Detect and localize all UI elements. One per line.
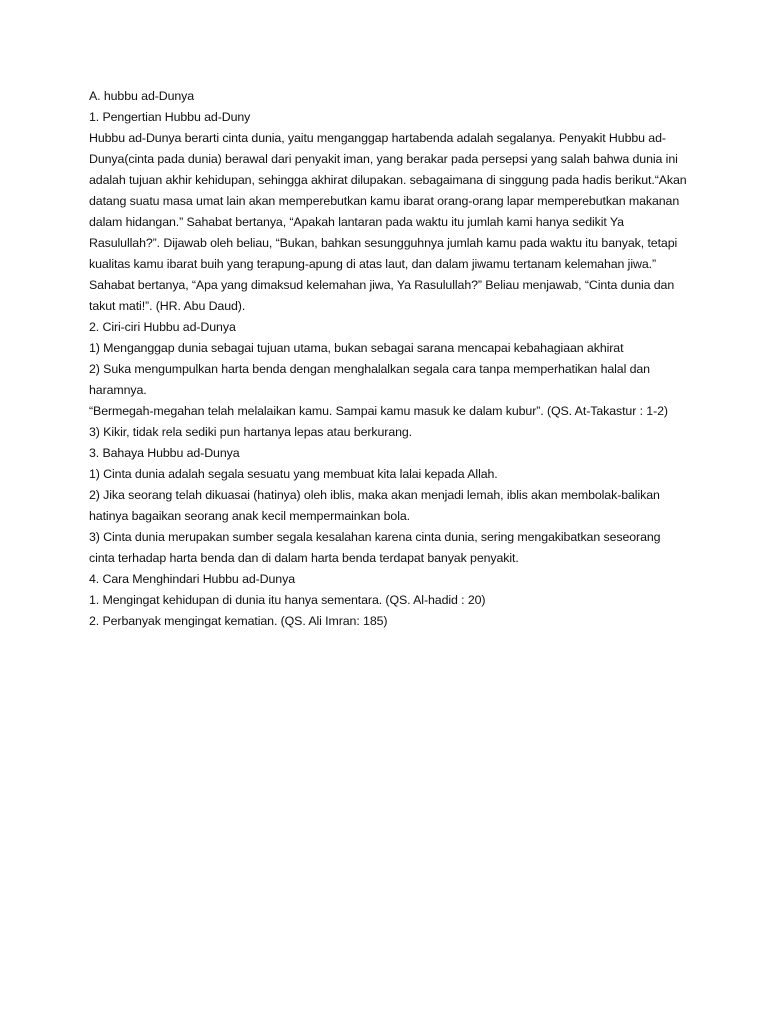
document-page xyxy=(89,86,689,632)
section-3-item-1: 1) Cinta dunia adalah segala sesuatu yang membuat kita lalai kepada Allah. xyxy=(89,467,498,481)
section-3-item-3: 3) Cinta dunia merupakan sumber segala kesalahan karena cinta dunia, sering mengakibatkan seseorang cinta terhadap harta benda dan di dalam harta benda terdapat banyak penyakit. xyxy=(89,530,661,565)
section-2-item-3: 3) Kikir, tidak rela sediki pun hartanya lepas atau berkurang. xyxy=(89,425,413,439)
heading-a: A. hubbu ad-Dunya xyxy=(89,89,195,103)
section-4-item-1: 1. Mengingat kehidupan di dunia itu hanya sementara. (QS. Al-hadid : 20) xyxy=(89,593,486,607)
section-4-title: 4. Cara Menghindari Hubbu ad-Dunya xyxy=(89,572,295,586)
section-4-item-2: 2. Perbanyak mengingat kematian. (QS. Ali Imran: 185) xyxy=(89,614,388,628)
section-2-title: 2. Ciri-ciri Hubbu ad-Dunya xyxy=(89,320,236,334)
section-1-title: 1. Pengertian Hubbu ad-Duny xyxy=(89,110,251,124)
section-1-paragraph: Hubbu ad-Dunya berarti cinta dunia, yaitu menganggap hartabenda adalah segalanya. Penyakit Hubbu ad-Dunya(cinta pada dunia) berawal dari penyakit iman, yang berakar pada persepsi yang salah bahwa dunia ini adalah tujuan akhir kehidupan, sehingga akhirat dilupakan. sebagaimana di singgung pada hadis berikut.“Akan datang suatu masa umat lain akan memperebutkan kamu ibarat orang-orang lapar memperebutkan makanan dalam hidangan.” Sahabat bertanya, “Apakah lantaran pada waktu itu jumlah kami hanya sedikit Ya Rasulullah?”. Dijawab oleh beliau, “Bukan, bahkan sesungguhnya jumlah kamu pada waktu itu banyak, tetapi kualitas kamu ibarat buih yang terapung-apung di atas laut, dan dalam jiwamu tertanam kelemahan jiwa.” Sahabat bertanya, “Apa yang dimaksud kelemahan jiwa, Ya Rasulullah?” Beliau menjawab, “Cinta dunia dan takut mati!”. (HR. Abu Daud). xyxy=(89,131,687,313)
section-2-item-2: 2) Suka mengumpulkan harta benda dengan menghalalkan segala cara tanpa memperhatikan halal dan haramnya. xyxy=(89,362,650,397)
section-2-quote: “Bermegah-megahan telah melalaikan kamu. Sampai kamu masuk ke dalam kubur”. (QS. At-Takastur : 1-2) xyxy=(89,404,668,418)
section-2-item-1: 1) Menganggap dunia sebagai tujuan utama, bukan sebagai sarana mencapai kebahagiaan akhirat xyxy=(89,341,624,355)
section-3-title: 3. Bahaya Hubbu ad-Dunya xyxy=(89,446,240,460)
section-3-item-2: 2) Jika seorang telah dikuasai (hatinya) oleh iblis, maka akan menjadi lemah, iblis akan membolak-balikan hatinya bagaikan seorang anak kecil mempermainkan bola. xyxy=(89,488,660,523)
